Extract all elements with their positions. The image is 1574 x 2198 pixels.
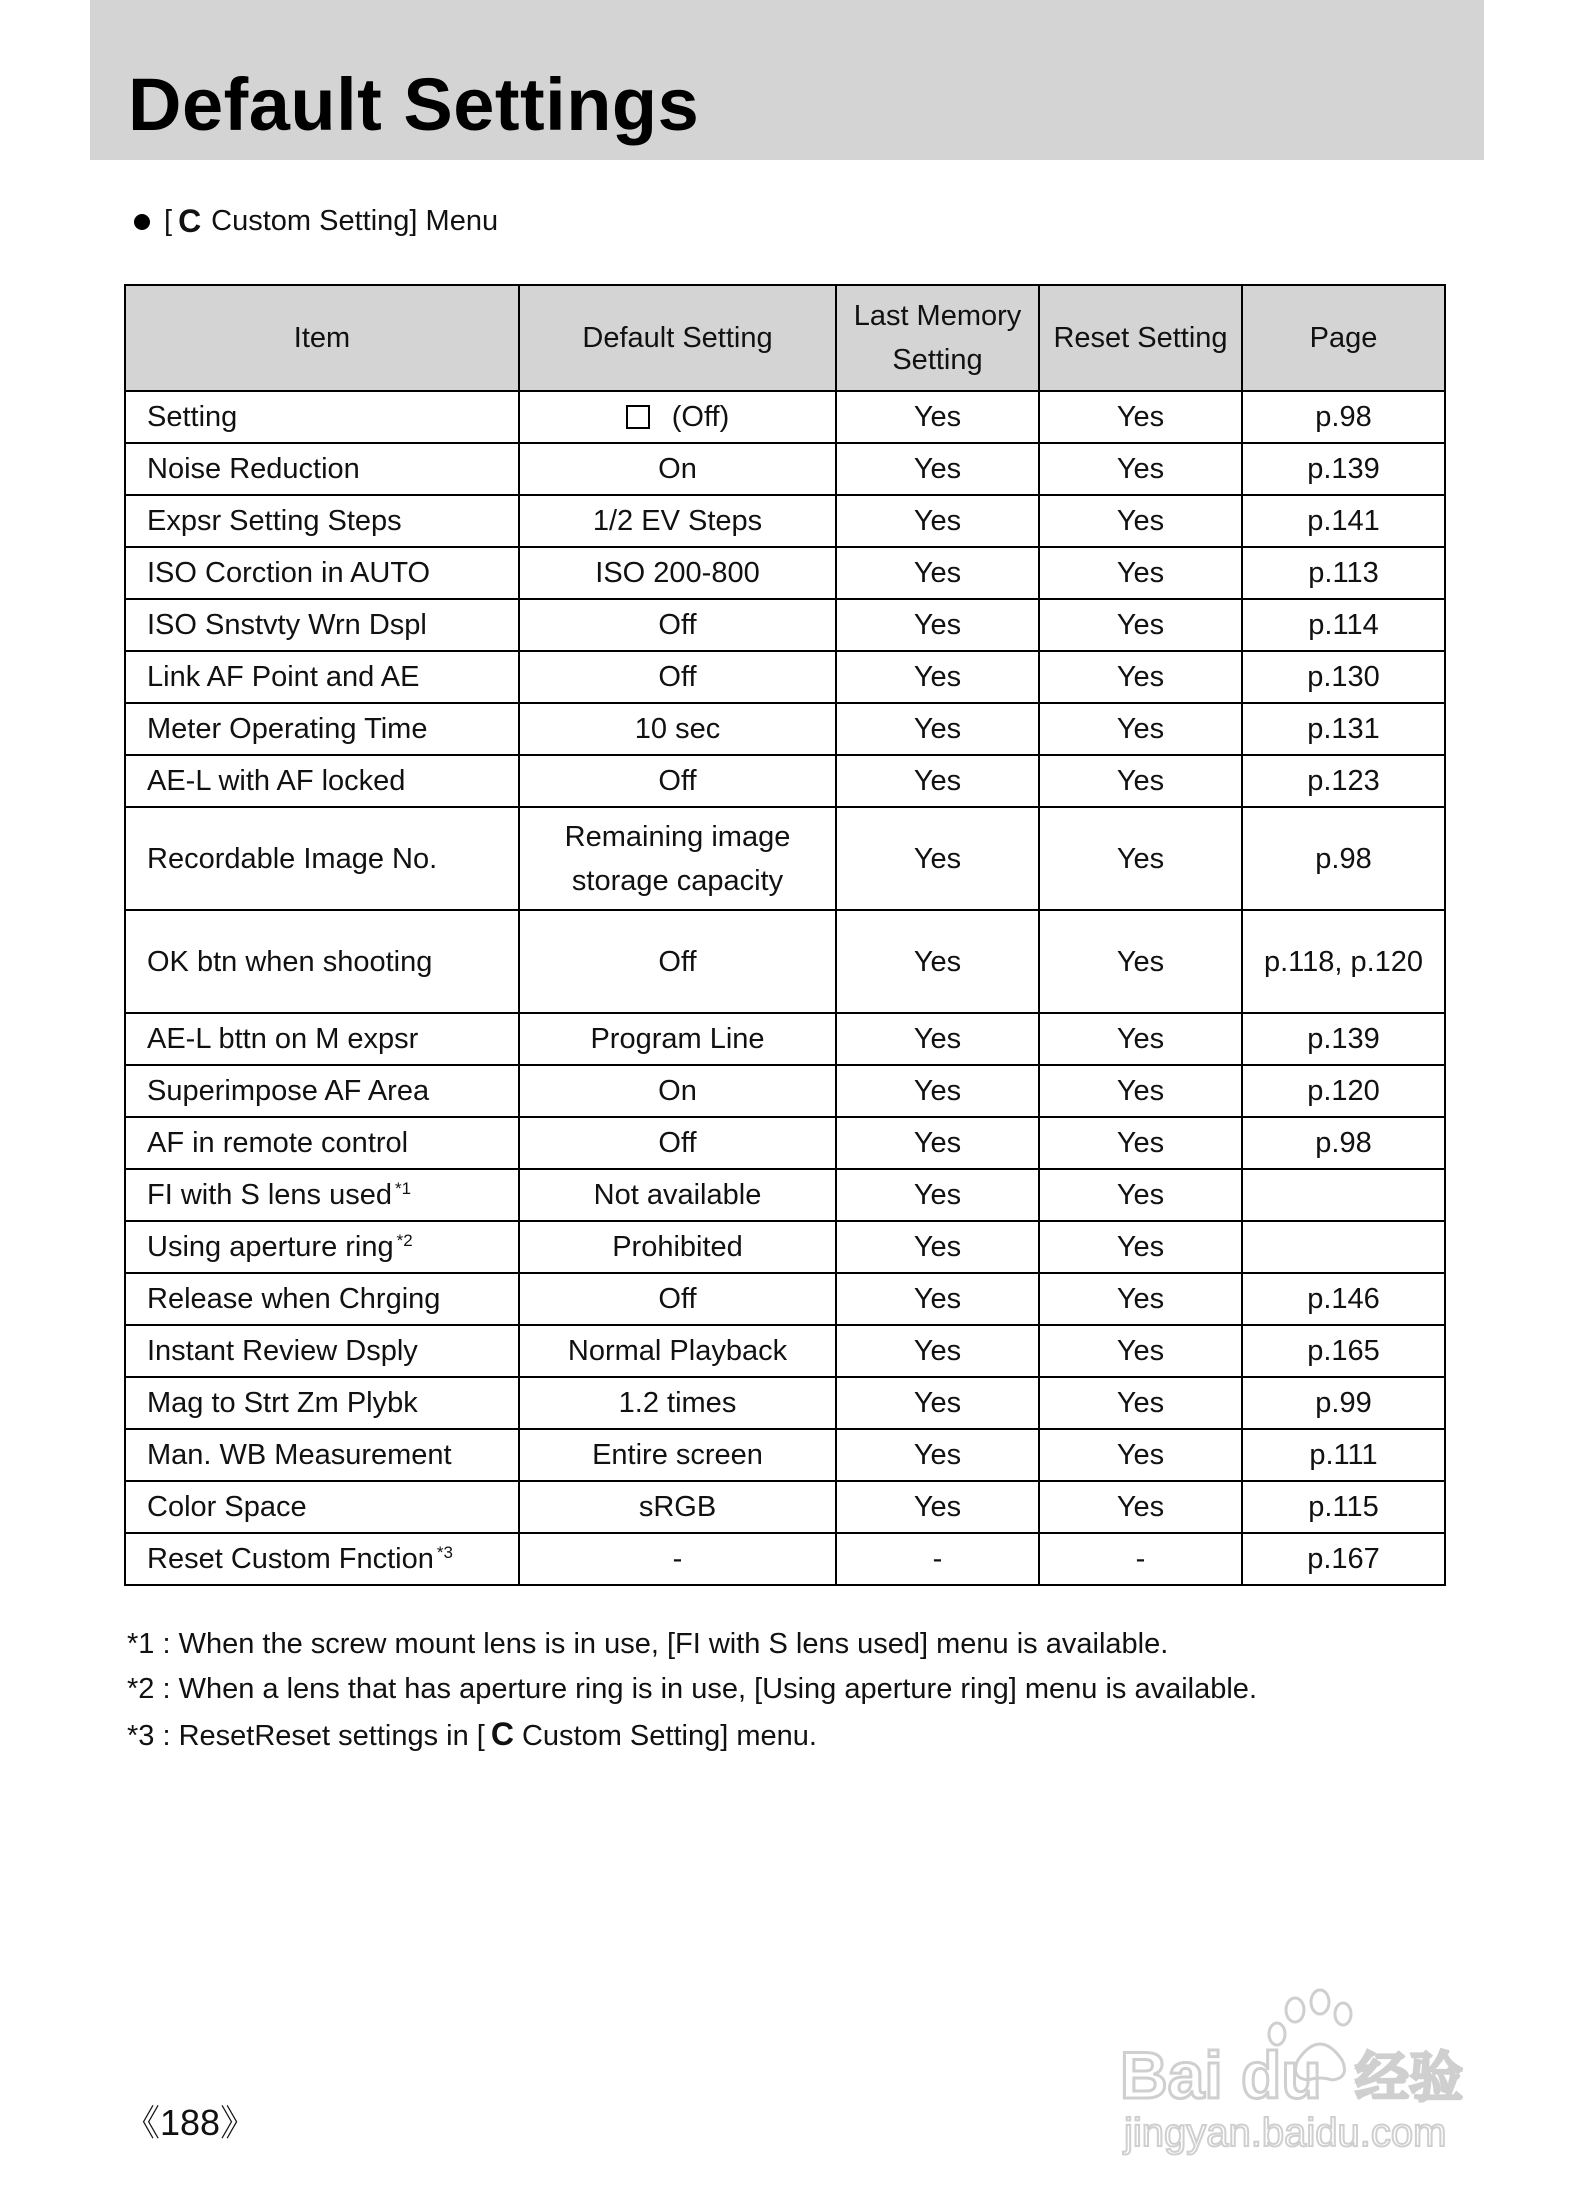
header-default-setting: Default Setting [519,285,836,391]
cell-last-memory: Yes [836,910,1039,1013]
cell-page: p.131 [1242,703,1445,755]
cell-item [125,495,519,547]
cell-last-memory: Yes [836,391,1039,443]
item-label: Superimpose AF Area [147,1074,430,1107]
cell-page: p.123 [1242,755,1445,807]
cell-default-setting [519,703,836,755]
custom-settings-table [124,284,1446,1586]
item-label: ISO Corction in AUTO [147,556,431,589]
cell-last-memory: Yes [836,443,1039,495]
cell-reset-setting: Yes [1039,1013,1242,1065]
item-label: AE-L bttn on M expsr [147,1022,419,1055]
item-label: Man. WB Measurement [147,1438,452,1471]
item-label: AF in remote control [147,1126,409,1159]
cell-default-setting [519,1221,836,1273]
table-body [125,391,1445,1585]
cell-page: p.139 [1242,443,1445,495]
cell-page: p.130 [1242,651,1445,703]
cell-default-setting [519,755,836,807]
footnote-3-text-before: *3 : ResetReset settings in [ [127,1720,485,1752]
table-row [125,1273,1445,1325]
cell-last-memory: Yes [836,651,1039,703]
item-label: Link AF Point and AE [147,660,420,693]
table-row [125,1117,1445,1169]
cell-default-setting [519,391,836,443]
cell-default-setting [519,910,836,1013]
cell-item [125,1377,519,1429]
cell-default-setting [519,1273,836,1325]
default-setting-value: Off [658,945,697,978]
watermark-brand-cn: 经验 [1355,2046,1463,2109]
watermark-brand: Bai du [1120,2038,1322,2112]
item-label: Mag to Strt Zm Plybk [147,1386,418,1419]
item-label: OK btn when shooting [147,945,433,978]
cell-reset-setting: Yes [1039,1429,1242,1481]
section-heading-label: Custom Setting] Menu [211,205,499,237]
cell-last-memory: Yes [836,1273,1039,1325]
table-row [125,807,1445,910]
cell-last-memory: Yes [836,1169,1039,1221]
cell-item [125,1273,519,1325]
cell-page: p.139 [1242,1013,1445,1065]
watermark-url: jingyan.baidu.com [1124,2111,1447,2155]
page-title: Default Settings [128,63,700,146]
cell-page: p.98 [1242,1117,1445,1169]
default-setting-value: 1.2 times [618,1386,737,1419]
cell-page: p.113 [1242,547,1445,599]
cell-default-setting [519,1325,836,1377]
cell-last-memory: Yes [836,1377,1039,1429]
cell-default-setting [519,1065,836,1117]
item-label: Setting [147,400,238,433]
cell-last-memory: Yes [836,1013,1039,1065]
item-label: Instant Review Dsply [147,1334,418,1367]
cell-reset-setting: Yes [1039,1065,1242,1117]
table-row [125,1221,1445,1273]
header-page: Page [1242,285,1445,391]
default-setting-value: ISO 200-800 [595,556,760,589]
item-label: Color Space [147,1490,307,1523]
cell-item [125,1481,519,1533]
default-setting-value: 10 sec [634,712,721,745]
cell-default-setting [519,443,836,495]
cell-reset-setting: Yes [1039,495,1242,547]
cell-reset-setting: Yes [1039,703,1242,755]
cell-page: p.146 [1242,1273,1445,1325]
table-row [125,495,1445,547]
cell-page: p.99 [1242,1377,1445,1429]
cell-item [125,599,519,651]
cell-last-memory: Yes [836,1065,1039,1117]
default-setting-value: Not available [593,1178,762,1211]
cell-item [125,1221,519,1273]
default-setting-value: Off [658,608,697,641]
item-label: FI with S lens used [147,1178,392,1211]
cell-item [125,1013,519,1065]
table-row [125,1377,1445,1429]
cell-default-setting [519,651,836,703]
default-setting-value: - [672,1542,683,1575]
section-open-bracket: [ [164,205,173,237]
default-setting-value: sRGB [638,1490,717,1523]
footnote-3 [127,1712,1257,1759]
default-setting-value: Remaining image storage capacity [564,820,791,897]
cell-last-memory: Yes [836,807,1039,910]
cell-last-memory: Yes [836,1429,1039,1481]
cell-page: p.167 [1242,1533,1445,1585]
cell-reset-setting: Yes [1039,599,1242,651]
cell-item [125,755,519,807]
cell-page [1242,1169,1445,1221]
table-row [125,1429,1445,1481]
item-label: Recordable Image No. [147,842,438,875]
cell-reset-setting: - [1039,1533,1242,1585]
cell-reset-setting: Yes [1039,755,1242,807]
cell-default-setting [519,1117,836,1169]
cell-reset-setting: Yes [1039,910,1242,1013]
item-label: Release when Chrging [147,1282,441,1315]
item-label: Expsr Setting Steps [147,504,402,537]
default-setting-value: On [658,452,697,485]
table-row [125,651,1445,703]
table-row [125,910,1445,1013]
default-setting-value: Normal Playback [567,1334,788,1367]
cell-page: p.118, p.120 [1242,910,1445,1013]
baidu-jingyan-watermark [1110,1968,1482,2158]
cell-last-memory: Yes [836,547,1039,599]
cell-default-setting [519,1533,836,1585]
cell-reset-setting: Yes [1039,443,1242,495]
footnote-marker: *3 [436,1542,453,1562]
footnote-1: *1 : When the screw mount lens is in use, [FI with S lens used] menu is available. [127,1628,1169,1660]
cell-default-setting [519,1169,836,1221]
cell-page: p.111 [1242,1429,1445,1481]
cell-reset-setting: Yes [1039,1377,1242,1429]
cell-page: p.114 [1242,599,1445,651]
default-setting-value: Off [658,660,697,693]
cell-reset-setting: Yes [1039,547,1242,599]
footnote-marker: *2 [396,1230,413,1250]
table-header-row [125,285,1445,391]
section-heading [134,203,498,240]
cell-default-setting [519,599,836,651]
footnote-3-text-after: Custom Setting] menu. [521,1720,817,1752]
table-row [125,1169,1445,1221]
bullet-icon [134,214,150,230]
item-label: Using aperture ring [147,1230,394,1263]
cell-item [125,1429,519,1481]
cell-item [125,391,519,443]
custom-setting-icon: C [178,203,202,239]
cell-item [125,1325,519,1377]
default-setting-value: (Off) [671,400,730,433]
cell-page: p.115 [1242,1481,1445,1533]
cell-last-memory: Yes [836,599,1039,651]
footnote-marker: *1 [395,1178,412,1198]
cell-last-memory: Yes [836,755,1039,807]
table-row [125,443,1445,495]
default-setting-value: On [658,1074,697,1107]
table-row [125,547,1445,599]
cell-default-setting [519,547,836,599]
item-label: Meter Operating Time [147,712,428,745]
table-row [125,391,1445,443]
cell-reset-setting: Yes [1039,1481,1242,1533]
cell-item [125,1117,519,1169]
cell-last-memory: Yes [836,703,1039,755]
table-row [125,755,1445,807]
item-label: AE-L with AF locked [147,764,406,797]
default-setting-value: 1/2 EV Steps [592,504,763,537]
cell-page: p.120 [1242,1065,1445,1117]
item-label: ISO Snstvty Wrn Dspl [147,608,427,641]
default-setting-value: Program Line [590,1022,765,1055]
cell-reset-setting: Yes [1039,651,1242,703]
cell-page: p.98 [1242,807,1445,910]
cell-last-memory: Yes [836,1221,1039,1273]
cell-default-setting [519,495,836,547]
cell-reset-setting: Yes [1039,1221,1242,1273]
cell-item [125,1533,519,1585]
table-row [125,599,1445,651]
footnotes [127,1622,1257,1759]
cell-last-memory: Yes [836,1481,1039,1533]
cell-default-setting [519,1377,836,1429]
cell-page: p.141 [1242,495,1445,547]
custom-setting-icon: C [490,1716,514,1752]
cell-reset-setting: Yes [1039,1325,1242,1377]
cell-item [125,443,519,495]
item-label: Noise Reduction [147,452,360,485]
table-row [125,1065,1445,1117]
cell-last-memory: Yes [836,1117,1039,1169]
cell-reset-setting: Yes [1039,807,1242,910]
cell-last-memory: Yes [836,495,1039,547]
header-last-memory-setting: Last Memory Setting [836,285,1039,391]
checkbox-icon [626,405,650,429]
cell-page: p.98 [1242,391,1445,443]
table-row [125,703,1445,755]
cell-reset-setting: Yes [1039,1273,1242,1325]
cell-last-memory: - [836,1533,1039,1585]
cell-default-setting [519,1013,836,1065]
header-reset-setting: Reset Setting [1039,285,1242,391]
table-row [125,1013,1445,1065]
default-setting-value: Off [658,1282,697,1315]
cell-item [125,1169,519,1221]
item-label: Reset Custom Fnction [147,1542,434,1575]
cell-item [125,910,519,1013]
cell-reset-setting: Yes [1039,1117,1242,1169]
cell-reset-setting: Yes [1039,391,1242,443]
cell-page: p.165 [1242,1325,1445,1377]
cell-item [125,807,519,910]
cell-item [125,1065,519,1117]
cell-default-setting [519,1429,836,1481]
default-setting-value: Entire screen [592,1438,763,1471]
default-setting-value: Prohibited [612,1230,743,1263]
table-row [125,1533,1445,1585]
default-setting-value: Off [658,1126,697,1159]
cell-default-setting [519,807,836,910]
cell-default-setting [519,1481,836,1533]
default-setting-value: Off [658,764,697,797]
footnote-2: *2 : When a lens that has aperture ring is in use, [Using aperture ring] menu is available. [127,1673,1257,1705]
cell-page [1242,1221,1445,1273]
cell-item [125,547,519,599]
page-number: 《188》 [124,2102,257,2143]
cell-item [125,703,519,755]
table-row [125,1481,1445,1533]
cell-item [125,651,519,703]
header-item: Item [125,285,519,391]
cell-last-memory: Yes [836,1325,1039,1377]
table-row [125,1325,1445,1377]
cell-reset-setting: Yes [1039,1169,1242,1221]
